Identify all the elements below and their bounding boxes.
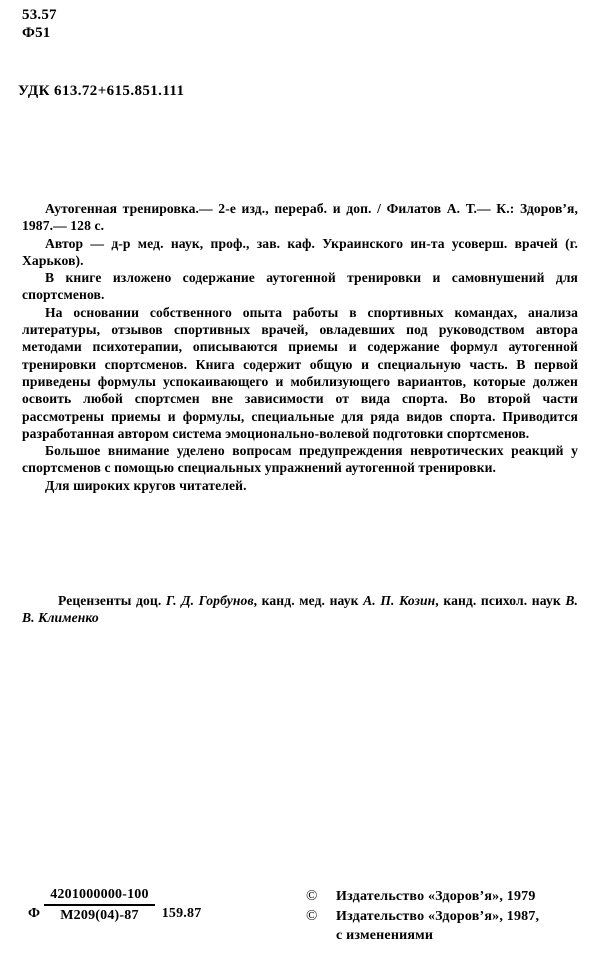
price-value: 159.87 — [161, 905, 202, 921]
reviewer-name-1: Г. Д. Горбунов — [165, 593, 254, 608]
bbk-index: 53.57 — [22, 7, 57, 23]
annotation-paragraph: Автор — д-р мед. наук, проф., зав. каф. Украинского ин-та усоверш. врачей (г. Харьков). — [22, 235, 578, 268]
annotation-paragraph: Аутогенная тренировка.— 2-е изд., перераб. и доп. / Филатов А. Т.— К.: Здоров’я, 1987.— 128 с. — [22, 201, 578, 234]
annotation-paragraph: Большое внимание уделено вопросам предупреждения невротических реакций у спортсменов с помощью специальных упражнений аутогенной тренировки. — [22, 443, 578, 476]
reviewers-degree-2: , канд. психол. наук — [435, 593, 566, 608]
copyright-text-1987: Издательство «Здоров’я», 1987, — [336, 908, 540, 924]
distribution-sigil: Ф — [28, 906, 41, 921]
annotation-block — [22, 200, 578, 494]
copyright-line — [306, 907, 539, 927]
classification-index-block — [22, 6, 57, 42]
udk-code: УДК 613.72+615.851.111 — [18, 83, 185, 99]
distribution-code-fraction — [44, 886, 154, 924]
reviewers-label: Рецензенты доц. — [58, 593, 166, 608]
distribution-code-numerator: 4201000000-100 — [50, 887, 149, 902]
distribution-code-denominator: М209(04)-87 — [60, 908, 139, 923]
reviewer-name-3: В. В. Клименко — [22, 593, 578, 626]
annotation-paragraph: В книге изложено содержание аутогенной тренировки и самовнушений для спортсменов. — [22, 270, 578, 303]
reviewers-degree-1: , канд. мед. наук — [253, 593, 364, 608]
annotation-paragraph: Для широких кругов читателей. — [45, 477, 247, 493]
reviewers-block — [22, 592, 578, 627]
copyright-icon: © — [306, 888, 318, 904]
reviewer-name-2: А. П. Козин — [363, 593, 436, 608]
distribution-code-block — [28, 886, 201, 924]
copyright-note-revised: с изменениями — [336, 928, 434, 943]
copyright-text-1979: Издательство «Здоров’я», 1979 — [336, 889, 536, 904]
copyright-block — [306, 887, 539, 946]
copyright-line — [306, 887, 539, 907]
annotation-paragraph: На основании собственного опыта работы в спортивных командах, анализа литературы, отзывов спортивных врачей, овладевших под руководством автора методами психотерапии, описываются приемы и содержание формул аутогенной тренировки спортсменов. Книга содержит общую и специальную часть. В первой приведены формулы успокаивающего и мобилизующего вариантов, которые должен освоить любой спортсмен вне зависимости от вида спорта. Во второй части рассмотрены приемы и формулы, специальные для ряда видов спорта. Приводится разработанная автором система эмоционально-волевой подготовки спортсменов. — [22, 304, 578, 441]
copyright-icon: © — [306, 907, 318, 924]
reviewers-line — [22, 592, 578, 627]
author-mark: Ф51 — [22, 25, 51, 41]
